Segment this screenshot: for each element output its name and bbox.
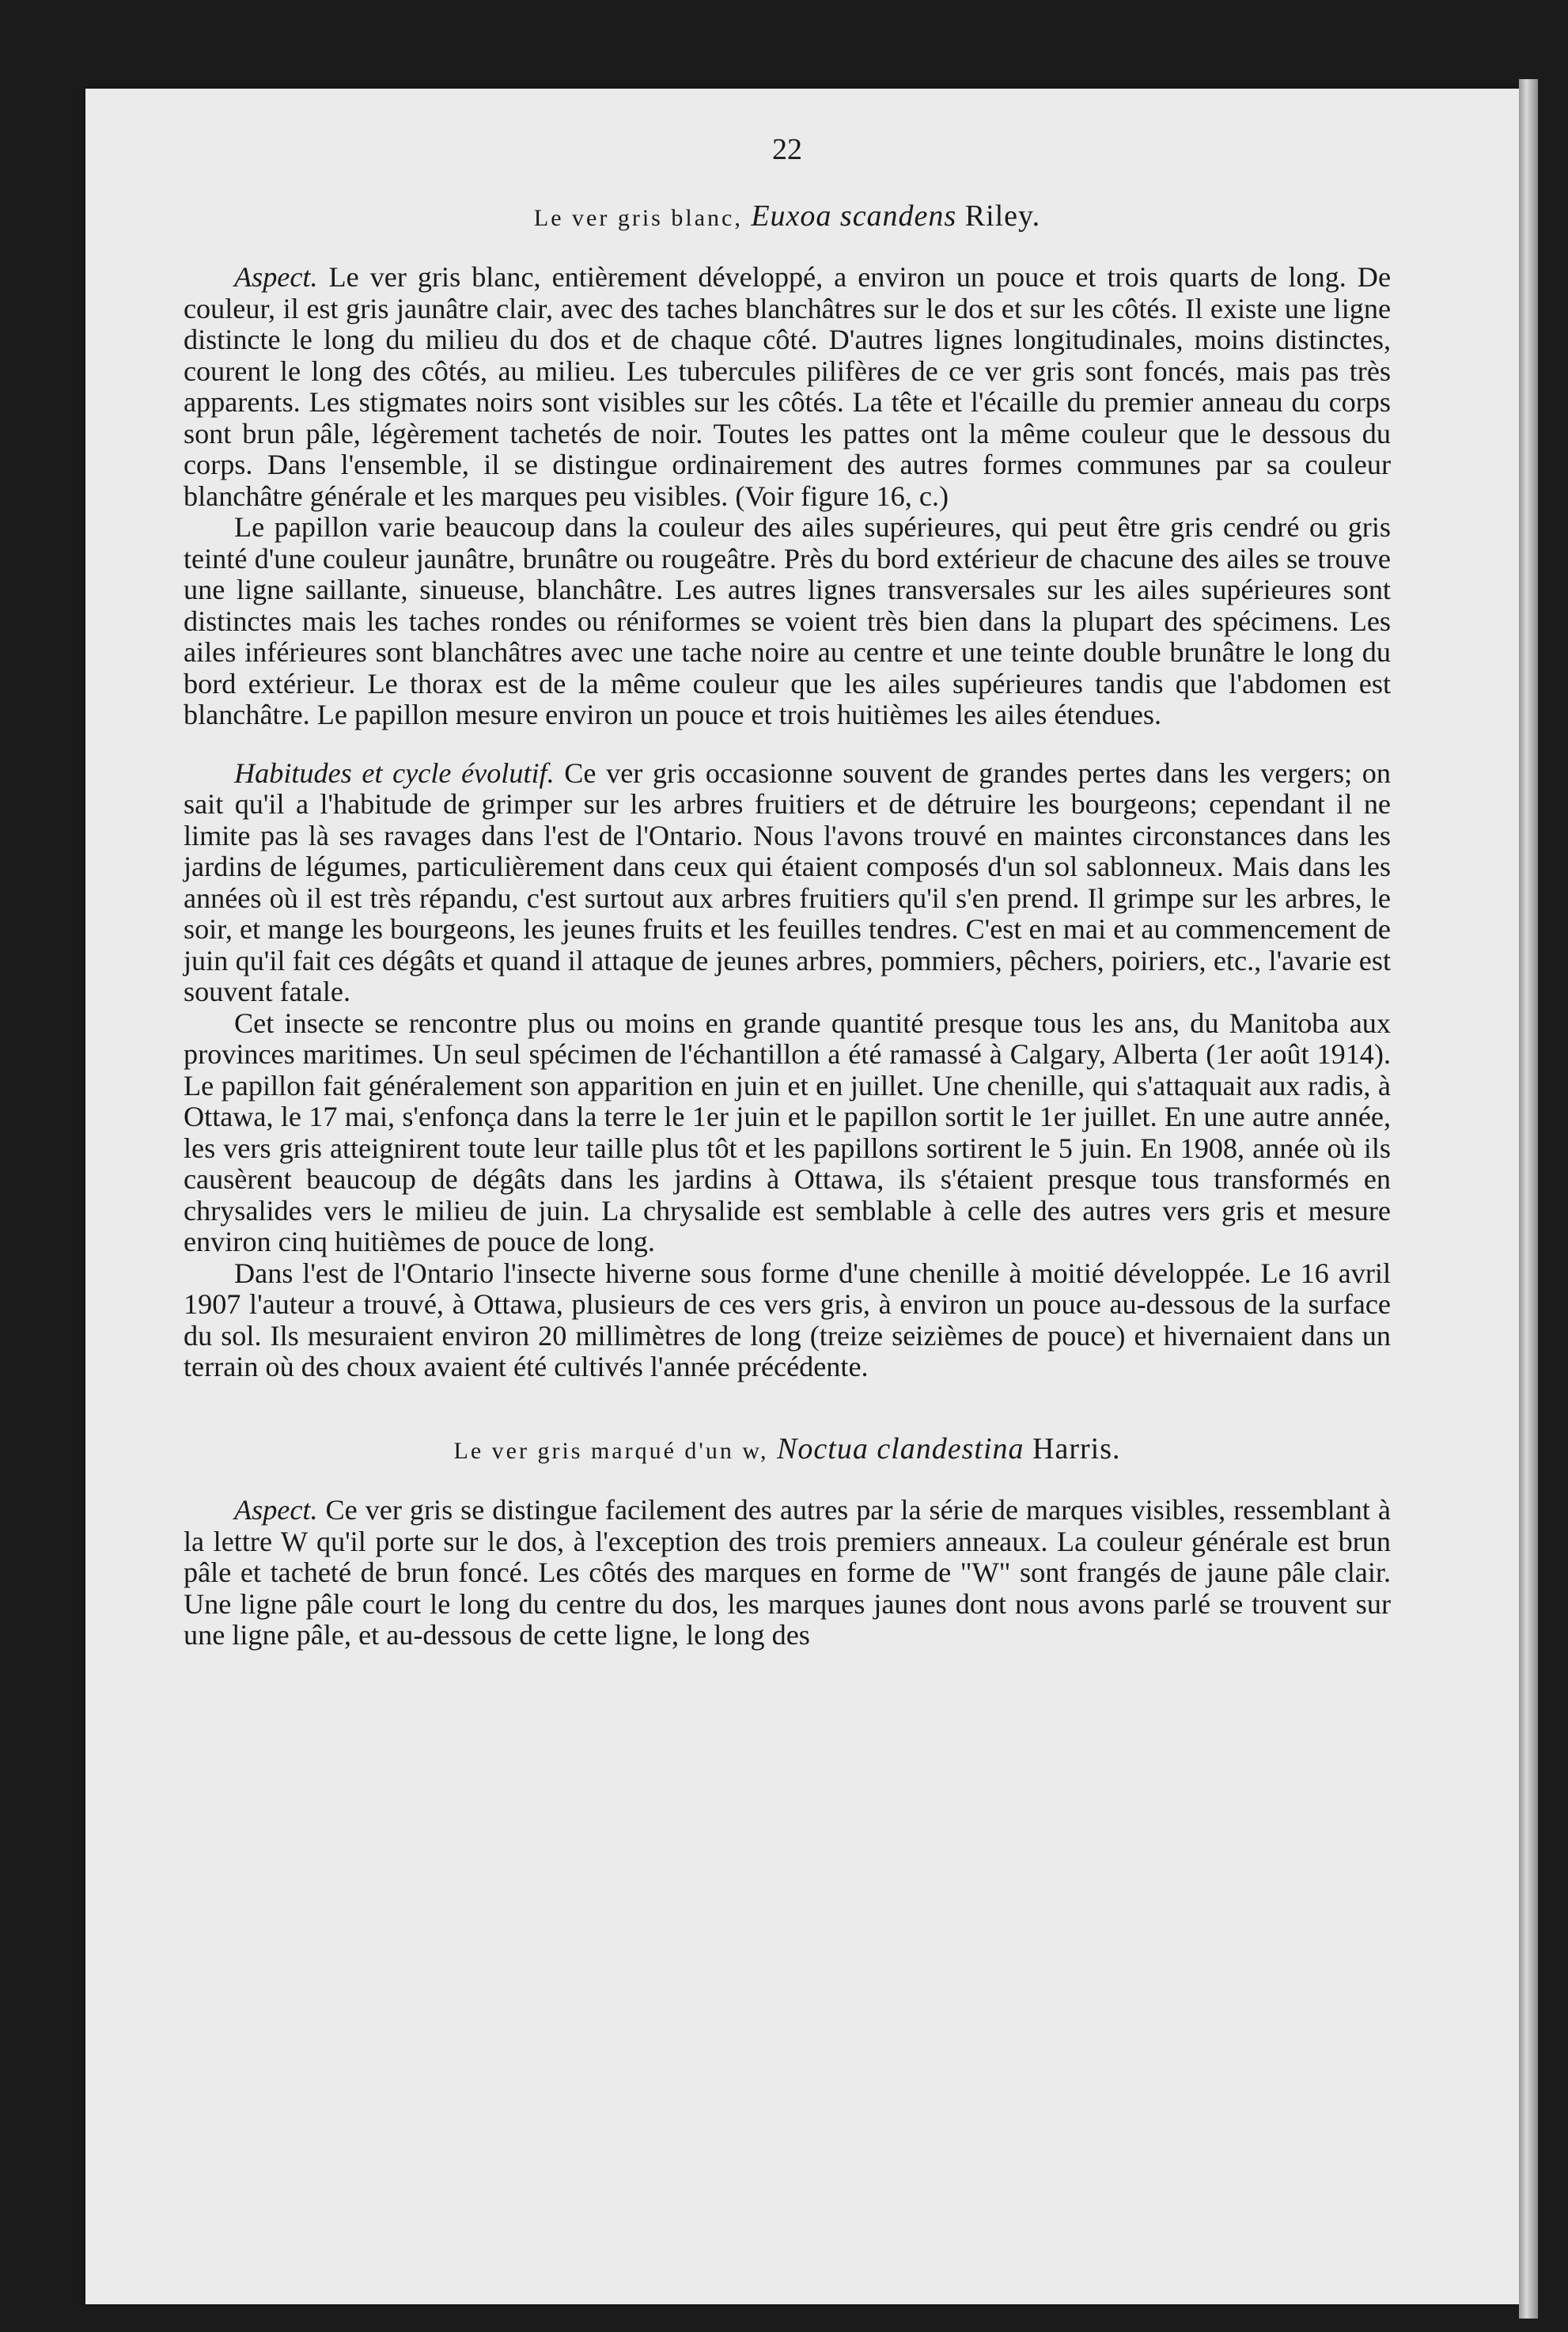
paragraph-text: Ce ver gris se distingue facilement des autres par la série de marques visibles, ressemblant à la lettre W qu'il porte sur le dos, à l'exception des trois premiers anneaux. La couleur générale est brun pâle et tacheté de brun foncé. Les côtés des marques en forme de "W" sont frangés de jaune pâle clair. Une ligne pâle court le long du centre du dos, les marques jaunes dont nous avons parlé se trouvent sur une ligne pâle, et au-dessous de cette ligne, le long des <box>184 1494 1391 1651</box>
heading-species-name: Euxoa scandens <box>751 199 957 233</box>
paragraph-hiverne: Dans l'est de l'Ontario l'insecte hiverne sous forme d'une chenille à moitié développée. Le 16 avril 1907 l'auteur a trouvé, à Ottawa, plusieurs de ces vers gris, à environ un pouce au-dessous de la surface du sol. Ils mesuraient environ 20 millimètres de long (treize seizièmes de pouce) et hivernaient dans un terrain où des choux avaient été cultivés l'année précédente. <box>184 1257 1391 1382</box>
heading-author: Riley. <box>964 199 1041 233</box>
heading-species-name: Noctua clandestina <box>777 1431 1025 1466</box>
paragraph-habitudes <box>184 758 1391 1008</box>
paragraph-papillon: Le papillon varie beaucoup dans la couleur des ailes supérieures, qui peut être gris cendré ou gris teinté d'une couleur jaunâtre, brunâtre ou rougeâtre. Près du bord extérieur de chacune des ailes se trouve une ligne saillante, sinueuse, blanchâtre. Les autres lignes transversales sur les ailes supérieures sont distinctes mais les taches rondes ou réniformes se voient très bien dans la plupart des spécimens. Les ailes inférieures sont blanchâtres avec une tache noire au centre et une teinte double brunâtre le long du bord extérieur. Le thorax est de la même couleur que les ailes supérieures tandis que l'abdomen est blanchâtre. Le papillon mesure environ un pouce et trois huitièmes les ailes étendues. <box>184 511 1391 730</box>
paragraph-aspect-2 <box>184 1495 1391 1651</box>
heading-common-name: Le ver gris blanc, <box>533 204 743 231</box>
section-heading-ver-gris-marque <box>184 1431 1391 1467</box>
section-heading-ver-gris-blanc <box>184 201 1391 234</box>
paragraph-text: Ce ver gris occasionne souvent de grandes pertes dans les vergers; on sait qu'il a l'habitude de grimper sur les arbres fruitiers et de détruire les bourgeons; cependant il ne limite pas là ses ravages dans l'est de l'Ontario. Nous l'avons trouvé en maintes circonstances dans les jardins de légumes, particulièrement dans ceux qui étaient composés d'un sol sablonneux. Mais dans les années où il est très répandu, c'est surtout aux arbres fruitiers qu'il s'en prend. Il grimpe sur les arbres, le soir, et mange les bourgeons, les jeunes fruits et les feuilles tendres. C'est en mai et au commencement de juin qu'il fait ces dégâts et quand il attaque de jeunes arbres, pommiers, pêchers, poiriers, etc., l'avarie est souvent fatale. <box>184 756 1391 1007</box>
paragraph-text: Le ver gris blanc, entièrement développé, a environ un pouce et trois quarts de long. De couleur, il est gris jaunâtre clair, avec des taches blanchâtres sur le dos et sur les côtés. Il existe une ligne distincte le long du milieu du dos et de chaque côté. D'autres lignes longitudinales, moins distinctes, courent le long des côtés, au milieu. Les tubercules pilifères de ce ver gris sont foncés, mais pas très apparents. Les stigmates noirs sont visibles sur les côtés. La tête et l'écaille du premier anneau du corps sont brun pâle, légèrement tachetés de noir. Toutes les pattes ont la même couleur que le dessous du corps. Dans l'ensemble, il se distingue ordinairement des autres formes communes par sa couleur blanchâtre générale et les marques peu visibles. (Voir figure 16, c.) <box>184 261 1392 512</box>
heading-author: Harris. <box>1032 1431 1121 1466</box>
page-number: 22 <box>772 133 802 166</box>
paragraph-lead: Aspect. <box>234 1494 318 1526</box>
heading-common-name: Le ver gris marqué d'un w, <box>453 1437 769 1464</box>
page-edge <box>1519 79 1538 2319</box>
paragraph-insecte: Cet insecte se rencontre plus ou moins en grande quantité presque tous les ans, du Manitoba aux provinces maritimes. Un seul spécimen de l'échantillon a été ramassé à Calgary, Alberta (1er août 1914). Le papillon fait généralement son apparition en juin et en juillet. Une chenille, qui s'attaquait aux radis, à Ottawa, le 17 mai, s'enfonça dans la terre le 1er juin et le papillon sortit le 1er juillet. En une autre année, les vers gris atteignirent toute leur taille plus tôt et les papillons sortirent le 5 juin. En 1908, année où ils causèrent beaucoup de dégâts dans les jardins à Ottawa, ils s'étaient presque tous transformés en chrysalides vers le milieu de juin. La chrysalide est semblable à celle des autres vers gris et mesure environ cinq huitièmes de pouce de long. <box>184 1007 1391 1257</box>
page-content <box>184 135 1391 1651</box>
paragraph-aspect <box>184 262 1391 512</box>
paragraph-lead: Aspect. <box>234 261 318 293</box>
paragraph-lead: Habitudes et cycle évolutif. <box>234 756 555 789</box>
